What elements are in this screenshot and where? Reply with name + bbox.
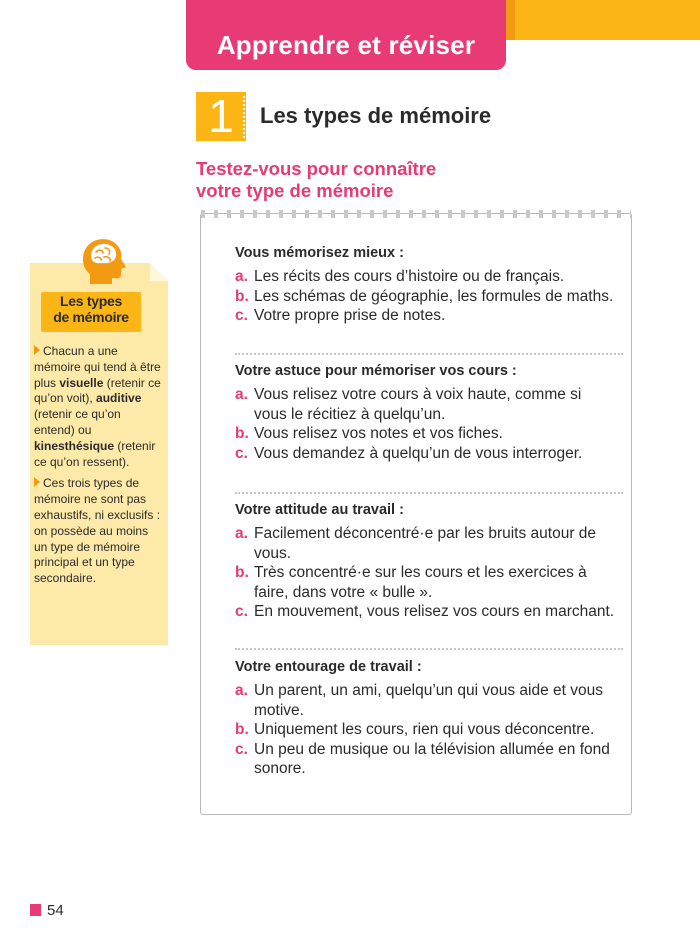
arrow-bullet-icon (34, 477, 40, 487)
term-auditive: auditive (96, 391, 142, 406)
answer-option[interactable]: b. Très concentré·e sur les cours et les exercices à faire, dans votre « bulle ». (235, 564, 587, 601)
sidebar-tag (41, 292, 141, 332)
sidebar-paragraph-2: Ces trois types de mémoire ne sont pas exhaustifs, ni exclusifs : on possède au moins un type de mémoire principal et un type secondaire. (34, 476, 161, 586)
answer-option[interactable]: a. Les récits des cours d’histoire ou de français. (235, 268, 565, 285)
top-accent-bar (505, 0, 700, 40)
page-number: 54 (47, 902, 64, 919)
test-heading-line-2: votre type de mémoire (196, 180, 394, 201)
quiz-question-2 (235, 363, 615, 463)
question-divider (235, 492, 623, 494)
answer-option[interactable]: b. Vous relisez vos notes et vos fiches. (235, 425, 503, 442)
quiz-question-1 (235, 245, 615, 326)
sidebar-tag-line-2: de mémoire (53, 309, 129, 325)
section-title: Les types de mémoire (260, 103, 492, 128)
chapter-title: Apprendre et réviser (216, 30, 476, 60)
quiz-card (200, 213, 632, 815)
test-heading-line-1: Testez-vous pour connaître (196, 158, 437, 179)
sidebar-paragraph-1: Chacun a une mémoire qui tend à être plus visuelle (retenir ce qu’on voit), auditive (retenir ce qu’on entend) ou kinesthésique (retenir ce qu’on ressent). (34, 344, 161, 469)
sidebar-body (34, 344, 164, 593)
answer-option[interactable]: c. Vous demandez à quelqu’un de vous interroger. (235, 444, 583, 462)
top-accent-bar-edge (505, 0, 515, 40)
quiz-question-4 (235, 659, 615, 779)
quiz-question-3 (235, 502, 615, 622)
chapter-header (186, 0, 506, 70)
answer-option[interactable]: a. Vous relisez votre cours à voix haute, comme si vous le récitiez à quelqu’un. (235, 386, 582, 423)
sidebar-tag-line-1: Les types (60, 293, 122, 309)
question-heading: Votre entourage de travail : (235, 659, 422, 675)
sidebar-folded-corner (150, 263, 168, 281)
answer-option[interactable]: a. Facilement déconcentré·e par les bruits autour de vous. (235, 525, 597, 562)
term-kinesthesique: kinesthésique (34, 438, 115, 453)
section-number-badge: 1 (196, 92, 246, 141)
question-heading: Vous mémorisez mieux : (235, 245, 404, 261)
answer-option[interactable]: c. Un peu de musique ou la télévision allumée en fond sonore. (235, 740, 610, 777)
term-visuelle: visuelle (59, 375, 104, 390)
page-number-marker (30, 904, 41, 916)
answer-option[interactable]: c. En mouvement, vous relisez vos cours en marchant. (235, 603, 615, 620)
arrow-bullet-icon (34, 345, 40, 355)
question-heading: Votre attitude au travail : (235, 502, 404, 518)
question-divider (235, 648, 623, 650)
answer-option[interactable]: b. Les schémas de géographie, les formules de maths. (235, 287, 614, 305)
answer-option[interactable]: c. Votre propre prise de notes. (235, 307, 446, 324)
section-number-divider (243, 96, 245, 138)
question-divider (235, 353, 623, 355)
notebook-holes (201, 210, 631, 218)
answer-option[interactable]: a. Un parent, un ami, quelqu’un qui vous aide et vous motive. (235, 682, 603, 719)
test-heading (196, 158, 516, 202)
brain-head-icon (76, 234, 130, 288)
answer-option[interactable]: b. Uniquement les cours, rien qui vous déconcentre. (235, 721, 595, 738)
question-heading: Votre astuce pour mémoriser vos cours : (235, 363, 517, 379)
